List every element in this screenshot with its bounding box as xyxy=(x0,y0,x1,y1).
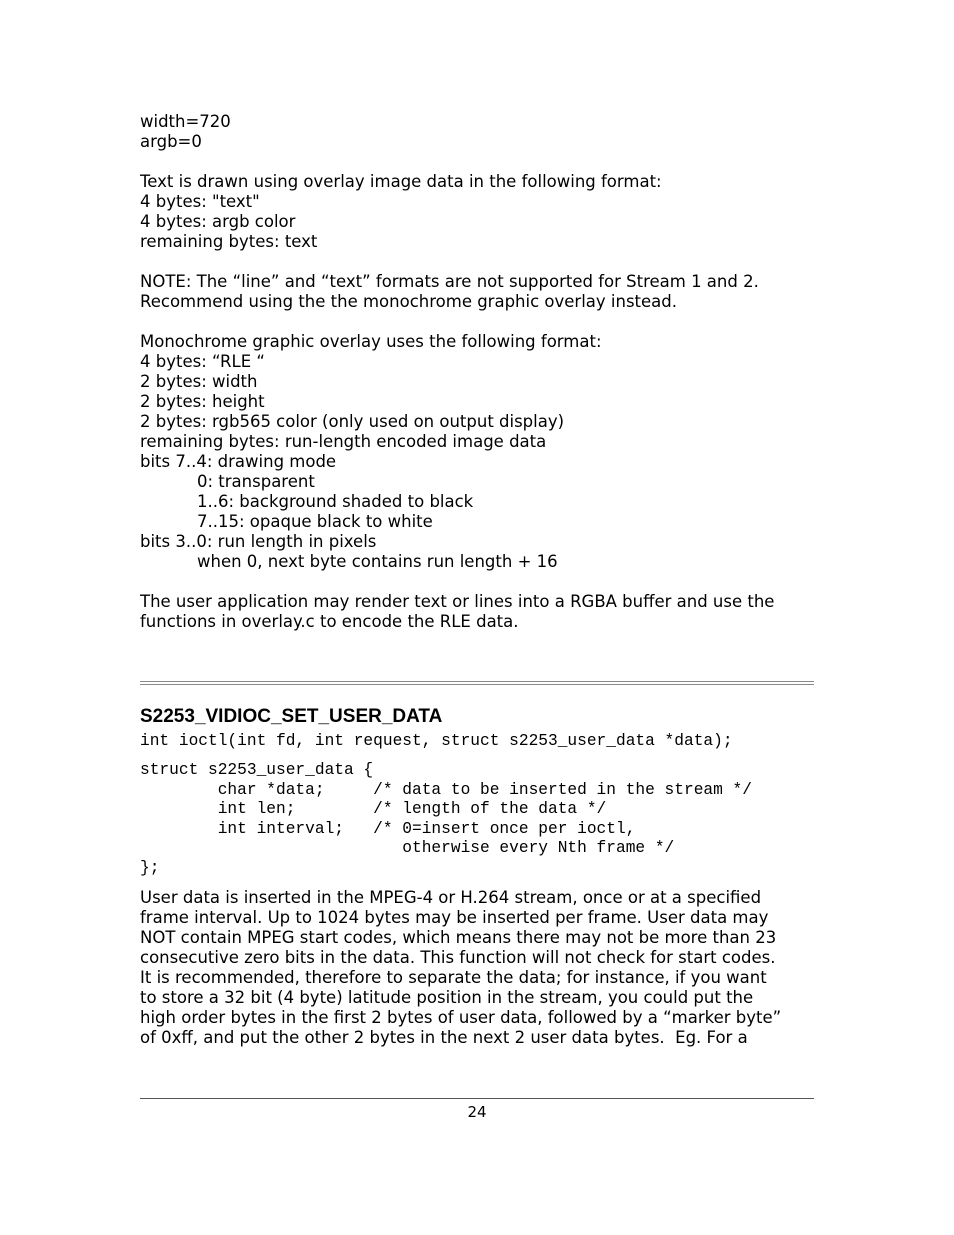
text-line: 2 bytes: height xyxy=(140,392,265,411)
text-line: bits 3..0: run length in pixels xyxy=(140,532,377,551)
text-line: bits 7..4: drawing mode xyxy=(140,452,337,471)
section-divider xyxy=(140,681,814,685)
paragraph-line: User data is inserted in the MPEG-4 or H.264 stream, once or at a specified xyxy=(140,888,762,907)
text-line: Recommend using the the monochrome graphic overlay instead. xyxy=(140,292,677,311)
paragraph-line: consecutive zero bits in the data. This function will not check for start codes. xyxy=(140,948,776,967)
paragraph-line: of 0xff, and put the other 2 bytes in the next 2 user data bytes. Eg. For a xyxy=(140,1028,748,1047)
text-line: 4 bytes: "text" xyxy=(140,192,260,211)
code-line: struct s2253_user_data { xyxy=(140,761,374,779)
text-line xyxy=(140,312,820,332)
paragraph-line: to store a 32 bit (4 byte) latitude position in the stream, you could put the xyxy=(140,988,754,1007)
text-line: 7..15: opaque black to white xyxy=(197,512,433,531)
ioctl-prototype xyxy=(140,732,820,752)
text-line: 4 bytes: “RLE “ xyxy=(140,352,265,371)
text-line xyxy=(140,252,820,272)
footer-rule xyxy=(140,1098,814,1099)
text-line: 2 bytes: rgb565 color (only used on output display) xyxy=(140,412,565,431)
text-line: Text is drawn using overlay image data in the following format: xyxy=(140,172,662,191)
struct-definition xyxy=(140,761,820,878)
overlay-format-description xyxy=(140,112,820,632)
text-line: when 0, next byte contains run length + 16 xyxy=(197,552,558,571)
paragraph-line: high order bytes in the first 2 bytes of user data, followed by a “marker byte” xyxy=(140,1008,782,1027)
code-line: otherwise every Nth frame */ xyxy=(140,839,675,857)
page-number: 24 xyxy=(467,1103,487,1121)
code-line: int len; /* length of the data */ xyxy=(140,800,607,818)
code-line: char *data; /* data to be inserted in the stream */ xyxy=(140,780,752,799)
text-line: argb=0 xyxy=(140,132,202,151)
text-line: The user application may render text or lines into a RGBA buffer and use the xyxy=(140,592,775,611)
text-line: NOTE: The “line” and “text” formats are not supported for Stream 1 and 2. xyxy=(140,272,759,291)
text-line: Monochrome graphic overlay uses the following format: xyxy=(140,332,602,351)
text-line xyxy=(140,152,820,172)
paragraph-line: NOT contain MPEG start codes, which means there may not be more than 23 xyxy=(140,928,777,947)
text-line xyxy=(140,572,820,592)
paragraph-line: It is recommended, therefore to separate the data; for instance, if you want xyxy=(140,968,767,987)
user-data-paragraph xyxy=(140,888,820,1048)
text-line: remaining bytes: run-length encoded image data xyxy=(140,432,547,451)
text-line: 0: transparent xyxy=(197,472,315,491)
section-heading: S2253_VIDIOC_SET_USER_DATA xyxy=(140,706,443,727)
code-line: int interval; /* 0=insert once per ioctl, xyxy=(140,819,636,838)
text-line: functions in overlay.c to encode the RLE data. xyxy=(140,612,519,631)
text-line: width=720 xyxy=(140,112,231,131)
code-line: }; xyxy=(140,858,160,877)
paragraph-line: frame interval. Up to 1024 bytes may be inserted per frame. User data may xyxy=(140,908,769,927)
prototype-line: int ioctl(int fd, int request, struct s2253_user_data *data); xyxy=(140,732,733,750)
text-line: 2 bytes: width xyxy=(140,372,258,391)
text-line: 4 bytes: argb color xyxy=(140,212,296,231)
text-line: 1..6: background shaded to black xyxy=(197,492,474,511)
text-line: remaining bytes: text xyxy=(140,232,318,251)
